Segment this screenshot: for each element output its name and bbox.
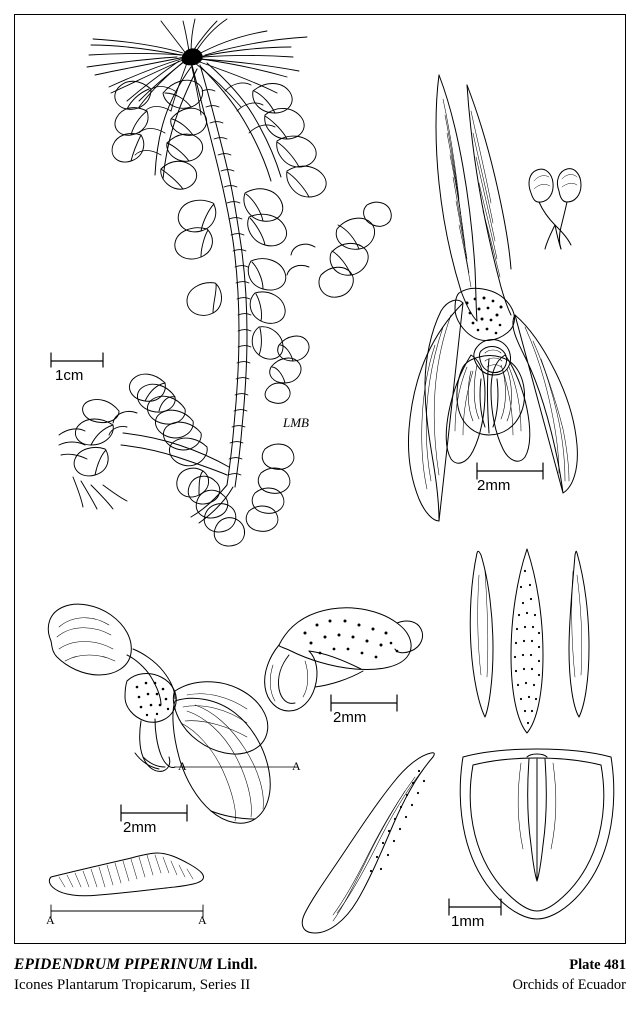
artist-signature: LMB	[283, 415, 309, 430]
scale-label-1cm: 1cm	[55, 367, 84, 384]
section-mark-left-lower: A	[46, 913, 55, 927]
section-mark-right-lower: A	[198, 913, 207, 927]
figure-column-lateral	[265, 608, 423, 711]
figure-lateral-sepal	[302, 753, 434, 933]
plate-artwork	[15, 15, 627, 945]
plate-number: Plate 481	[569, 957, 626, 973]
species-binomial: EPIDENDRUM PIPERINUM	[14, 956, 213, 973]
section-mark-left-upper: A	[178, 759, 187, 773]
scale-label-1mm-lip: 1mm	[451, 913, 485, 930]
scale-bar-habit	[51, 353, 103, 367]
plate-frame	[14, 14, 626, 944]
figure-habit	[59, 19, 391, 546]
figure-flower-front	[408, 75, 577, 521]
collection-name: Orchids of Ecuador	[512, 977, 626, 993]
caption-right-block	[512, 955, 626, 996]
series-line: Icones Plantarum Tropicarum, Series II	[14, 977, 251, 993]
figure-perianth-spread	[470, 549, 589, 733]
figure-flower-lateral	[48, 604, 297, 823]
scale-label-2mm-flower-front: 2mm	[477, 477, 511, 494]
plate-caption	[14, 955, 626, 1005]
species-name	[14, 955, 257, 975]
figure-leaf-cross-section	[49, 853, 203, 917]
scale-label-2mm-column: 2mm	[333, 709, 367, 726]
scale-label-2mm-flower-lateral: 2mm	[123, 819, 157, 836]
caption-left-block	[14, 955, 257, 996]
figure-lip-flattened	[460, 749, 614, 919]
species-authority: Lindl.	[216, 956, 258, 973]
section-mark-right-upper: A	[292, 759, 301, 773]
figure-pollinia	[529, 169, 581, 249]
